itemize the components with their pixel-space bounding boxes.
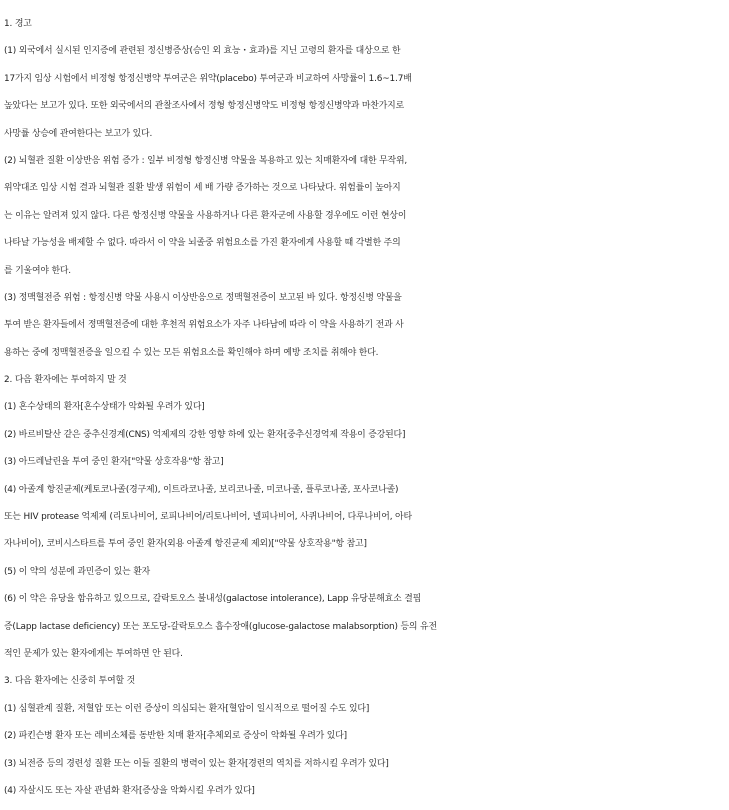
text-line: 를 기울여야 한다. [4, 265, 71, 276]
text-line: (3) 뇌전증 등의 경련성 질환 또는 이들 질환의 병력이 있는 환자[경련의 역치를 저하시킬 우려가 있다] [4, 758, 389, 769]
text-line: (1) 혼수상태의 환자[혼수상태가 악화될 우려가 있다] [4, 402, 205, 413]
text-line: (3) 정맥혈전증 위험 : 항정신병 약물 사용시 이상반응으로 정맥혈전증이 보고된 바 있다. 항정신병 약물을 [4, 292, 402, 303]
text-line: 자나비어), 코비시스타트를 투여 중인 환자(외용 아졸계 항진균제 제외)["약물 상호작용"항 참고] [4, 539, 367, 550]
text-line: (4) 자살시도 또는 자살 관념화 환자[증상을 악화시킬 우려가 있다] [4, 785, 255, 796]
text-line: (1) 심혈관계 질환, 저혈압 또는 이런 증상이 의심되는 환자[혈압이 일시적으로 떨어질 수도 있다] [4, 703, 370, 714]
text-line: (3) 아드레날린을 투여 중인 환자["약물 상호작용"항 참고] [4, 457, 224, 468]
text-line: (4) 아졸계 항진균제(케토코나졸(경구제), 이트라코나졸, 보리코나졸, 미코나졸, 플루코나졸, 포사코나졸) [4, 484, 399, 495]
text-line: (2) 파킨슨병 환자 또는 레비소체를 동반한 치매 환자[추체외로 증상이 악화될 우려가 있다] [4, 731, 347, 742]
text-line: 투여 받은 환자들에서 정맥혈전증에 대한 후천적 위험요소가 자주 나타남에 따라 이 약을 사용하기 전과 사 [4, 320, 404, 331]
text-line: 사망률 상승에 관여한다는 보고가 있다. [4, 128, 153, 139]
text-line: 17가지 임상 시험에서 비정형 항정신병약 투여군은 위약(placebo) 투여군과 비교하여 사망률이 1.6~1.7배 [4, 73, 412, 84]
section-heading-precautions: 3. 다음 환자에는 신중히 투여할 것 [4, 676, 136, 687]
text-line: 위약대조 임상 시험 결과 뇌혈관 질환 발생 위험이 세 배 가량 증가하는 것으로 나타났다. 위험률이 높아지 [4, 183, 401, 194]
text-line: (2) 바르비탈산 같은 중추신경계(CNS) 억제제의 강한 영향 하에 있는 환자[중추신경억제 작용이 증강된다] [4, 429, 406, 440]
text-line: (2) 뇌혈관 질환 이상반응 위험 증가 : 일부 비정형 항정신병 약물을 복용하고 있는 치매환자에 대한 무작위, [4, 155, 408, 166]
text-line: 적인 문제가 있는 환자에게는 투여하면 안 된다. [4, 648, 183, 659]
text-line: 나타날 가능성을 배제할 수 없다. 따라서 이 약을 뇌졸중 위험요소를 가진 환자에게 사용할 때 각별한 주의 [4, 238, 401, 249]
text-line: 는 이유는 알려져 있지 않다. 다른 항정신병 약물을 사용하거나 다른 환자군에 사용할 경우에도 이런 현상이 [4, 210, 407, 221]
text-line: 높았다는 보고가 있다. 또한 외국에서의 관찰조사에서 정형 항정신병약도 비정형 항정신병약과 마찬가지로 [4, 101, 405, 112]
text-line: (5) 이 약의 성분에 과민증이 있는 환자 [4, 566, 151, 577]
text-line: (1) 외국에서 실시된 인지증에 관련된 정신병증상(승인 외 효능・효과)를 지닌 고령의 환자를 대상으로 한 [4, 46, 401, 57]
text-line: 증(Lapp lactase deficiency) 또는 포도당-갈락토오스 흡수장애(glucose-galactose malabsorption) 등의 유전 [4, 621, 437, 632]
text-line: 용하는 중에 정맥혈전증을 일으킬 수 있는 모든 위험요소를 확인해야 하며 예방 조치를 취해야 한다. [4, 347, 379, 358]
text-line: 또는 HIV protease 억제제 (리토나비어, 로피나비어/리토나비어, 넬피나비어, 사퀴나비어, 다루나비어, 아타 [4, 512, 412, 523]
section-heading-warning: 1. 경고 [4, 19, 32, 29]
section-heading-contraindications: 2. 다음 환자에는 투여하지 말 것 [4, 375, 127, 386]
text-line: (6) 이 약은 유당을 함유하고 있으므로, 갈락토오스 불내성(galactose intolerance), Lapp 유당분해효소 결핍 [4, 594, 422, 605]
